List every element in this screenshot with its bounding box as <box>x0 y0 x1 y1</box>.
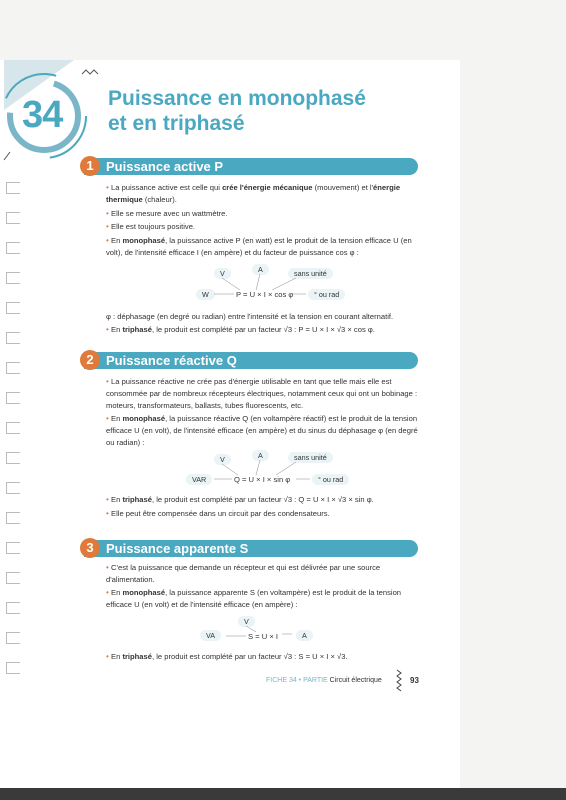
bullet-icon: • <box>106 377 112 386</box>
section-number-badge: 3 <box>80 538 100 558</box>
bullet-icon: • <box>106 495 112 504</box>
title-line-1: Puissance en monophasé <box>108 87 366 110</box>
bullet-icon: • <box>106 183 112 192</box>
title-line-2: et en triphasé <box>108 112 245 135</box>
unit-label-watt: W <box>196 289 215 300</box>
unit-label-rad: ° ou rad <box>308 289 345 300</box>
unit-label-volt: V <box>238 616 255 627</box>
unit-label-va: VA <box>200 630 221 641</box>
unit-label-var: VAR <box>186 474 212 485</box>
paragraph: • En monophasé, la puissance réactive Q (en voltampère réactif) est le produit de la tension efficace U (en volt), de l'intensité efficace (en ampère) et du sinus du déphasage φ (en degré ou radian) : <box>106 414 418 447</box>
unit-label-volt: V <box>214 454 231 465</box>
scan-edge <box>0 788 566 800</box>
unit-label-rad: ° ou rad <box>312 474 349 485</box>
bullet-icon: • <box>106 325 112 334</box>
bullet-icon: • <box>106 222 112 231</box>
page-number: 93 <box>410 676 419 685</box>
unit-label-sans-unite: sans unité <box>288 452 333 463</box>
bullet-icon: • <box>106 652 112 661</box>
section-header-1 <box>84 158 418 175</box>
paragraph: • C'est la puissance que demande un récepteur et qui est délivrée par une source d'alimentation. <box>106 563 381 584</box>
paragraph: • Elle est toujours positive. <box>106 222 196 231</box>
footer-zigzag-decoration <box>396 670 402 694</box>
paragraph: φ : déphasage (en degré ou radian) entre l'intensité et la tension en courant alternatif. <box>106 312 394 321</box>
bullet-icon: • <box>106 414 112 423</box>
unit-label-ampere: A <box>252 264 269 275</box>
section-title: Puissance active P <box>106 159 224 174</box>
paragraph: • Elle peut être compensée dans un circuit par des condensateurs. <box>106 509 330 518</box>
bullet-icon: • <box>106 209 112 218</box>
paragraph: • Elle se mesure avec un wattmètre. <box>106 209 228 218</box>
unit-label-volt: V <box>214 268 231 279</box>
formula-q: Q = U × I × sin φ <box>234 475 291 484</box>
paragraph: • La puissance réactive ne crée pas d'énergie utilisable en tant que telle mais elle est consommée par de nombreux récepteurs électriques, notamment ceux qui ont un bobinage : moteurs, transformateurs, ballasts, tubes fluorescents, etc. <box>106 377 418 410</box>
bullet-icon: • <box>106 509 112 518</box>
section-header-3 <box>84 540 418 557</box>
paragraph: • En triphasé, le produit est complété par un facteur √3 : Q = U × I × √3 × sin φ. <box>106 495 374 504</box>
bullet-icon: • <box>106 588 112 597</box>
unit-label-ampere: A <box>296 630 313 641</box>
page-footer: FICHE 34 • PARTIE Circuit électrique <box>266 677 382 684</box>
section-header-2 <box>84 352 418 369</box>
section-title: Puissance apparente S <box>106 541 249 556</box>
bullet-icon: • <box>106 563 112 572</box>
section-number-badge: 1 <box>80 156 100 176</box>
page-title <box>108 86 366 136</box>
section-number-badge: 2 <box>80 350 100 370</box>
formula-p: P = U × I × cos φ <box>236 290 294 299</box>
paragraph: • En triphasé, le produit est complété par un facteur √3 : S = U × I × √3. <box>106 652 348 661</box>
fiche-number: 34 <box>22 94 63 136</box>
paragraph: • En triphasé, le produit est complété par un facteur √3 : P = U × I × √3 × cos φ. <box>106 325 375 334</box>
formula-connectors-3 <box>0 0 1 1</box>
unit-label-sans-unite: sans unité <box>288 268 333 279</box>
paragraph: • En monophasé, la puissance active P (en watt) est le produit de la tension efficace U (en volt), de l'intensité efficace I (en ampère) et du facteur de puissance cos φ : <box>106 236 412 257</box>
formula-s: S = U × I <box>248 632 278 641</box>
bullet-icon: • <box>106 236 112 245</box>
unit-label-ampere: A <box>252 450 269 461</box>
section-title: Puissance réactive Q <box>106 353 237 368</box>
binding-holes <box>6 182 20 692</box>
paragraph: • En monophasé, la puissance apparente S (en voltampère) est le produit de la tension efficace U (en volt) et de l'intensité efficace (en ampère) : <box>106 588 402 609</box>
paragraph: • La puissance active est celle qui crée l'énergie mécanique (mouvement) et l'énergie thermique (chaleur). <box>106 183 401 204</box>
